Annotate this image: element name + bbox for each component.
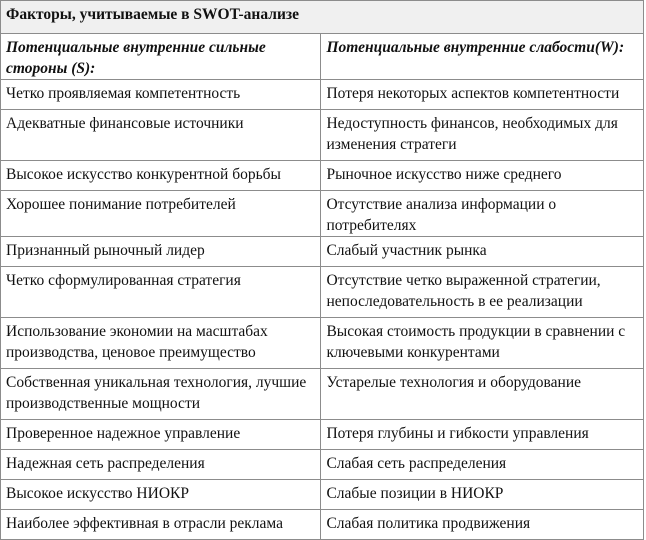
weakness-cell: Отсутствие анализа информации о потребителях (321, 191, 644, 237)
strength-cell: Использование экономии на масштабах производства, ценовое преимущество (1, 318, 321, 369)
table-row (1, 191, 644, 237)
weakness-cell: Слабый участник рынка (321, 237, 644, 267)
table-row (1, 161, 644, 191)
strength-cell: Высокое искусство конкурентной борьбы (1, 161, 321, 191)
weaknesses-header: Потенциальные внутренние слабости(W): (321, 34, 644, 80)
strength-cell: Собственная уникальная технология, лучшие производственные мощности (1, 369, 321, 420)
weakness-cell: Рыночное искусство ниже среднего (321, 161, 644, 191)
title-row (1, 1, 644, 34)
table-row (1, 318, 644, 369)
table-row (1, 510, 644, 540)
strength-cell: Проверенное надежное управление (1, 420, 321, 450)
table-row (1, 237, 644, 267)
weakness-cell: Высокая стоимость продукции в сравнении с ключевыми конкурентами (321, 318, 644, 369)
weakness-cell: Устарелые технология и оборудование (321, 369, 644, 420)
strengths-header: Потенциальные внутренние сильные стороны (S): (1, 34, 321, 80)
strength-cell: Хорошее понимание потребителей (1, 191, 321, 237)
header-row (1, 34, 644, 80)
table-row (1, 369, 644, 420)
weakness-cell: Слабая политика продвижения (321, 510, 644, 540)
table-row (1, 420, 644, 450)
table-row (1, 110, 644, 161)
weakness-cell: Слабая сеть распределения (321, 450, 644, 480)
table-row (1, 80, 644, 110)
weakness-cell: Недоступность финансов, необходимых для изменения стратеги (321, 110, 644, 161)
strength-cell: Четко проявляемая компетентность (1, 80, 321, 110)
strength-cell: Надежная сеть распределения (1, 450, 321, 480)
strength-cell: Четко сформулированная стратегия (1, 267, 321, 318)
strength-cell: Наиболее эффективная в отрасли реклама (1, 510, 321, 540)
weakness-cell: Отсутствие четко выраженной стратегии, непоследовательность в ее реализации (321, 267, 644, 318)
table-row (1, 480, 644, 510)
weakness-cell: Потеря глубины и гибкости управления (321, 420, 644, 450)
strength-cell: Высокое искусство НИОКР (1, 480, 321, 510)
strength-cell: Адекватные финансовые источники (1, 110, 321, 161)
table-row (1, 450, 644, 480)
table-row (1, 267, 644, 318)
weakness-cell: Слабые позиции в НИОКР (321, 480, 644, 510)
strength-cell: Признанный рыночный лидер (1, 237, 321, 267)
weakness-cell: Потеря некоторых аспектов компетентности (321, 80, 644, 110)
table-title: Факторы, учитываемые в SWOT-анализе (1, 1, 644, 34)
